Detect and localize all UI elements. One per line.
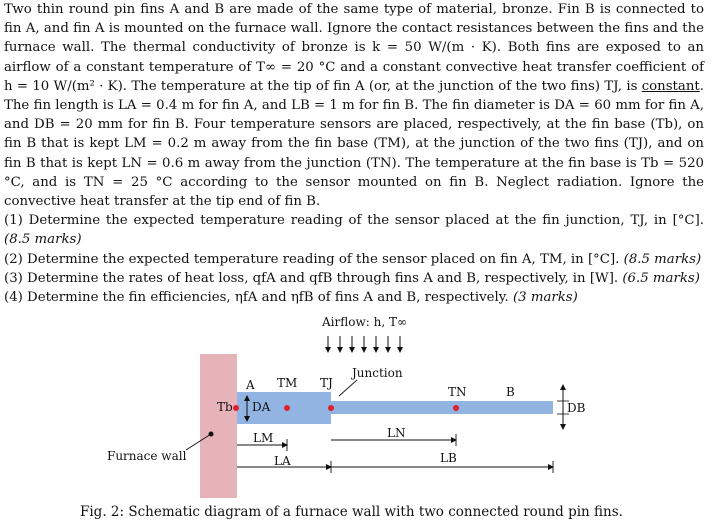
fin-a-label: A [246,378,255,392]
intro-part-1: Two thin round pin fins A and B are made of the same type of material, bronze. Fin B is connected to fin A, and fin A is mounted on the furnace wall. Ignore the contact resistances between the fins and the furnace wall. The thermal conductivity of bronze is k = 50 W/(m · K). Both fins are exposed to an airflow of a constant temperature of T∞ = 20 °C and a constant convective heat transfer coefficient of h = 10 W/(m² · K). The temperature at the tip of fin A (or, at the junction of the two fins) TJ, is [4,2,704,94]
question-1 [4,211,704,249]
ln-label: LN [387,426,406,440]
la-label: LA [274,454,291,468]
question-2-marks: (8.5 marks) [623,251,702,267]
question-4-text: (4) Determine the fin efficiencies, ηfA and ηfB of fins A and B, respectively. [4,290,509,306]
question-3-marks: (6.5 marks) [622,270,700,286]
airflow-arrows [328,336,400,352]
question-3 [4,269,704,288]
tn-label: TN [448,385,467,399]
problem-statement [4,0,704,307]
fin-b-label: B [506,385,515,399]
question-2-text: (2) Determine the expected temperature reading of the sensor placed on fin A, TM, in [°C]. [4,251,620,267]
sensor-tj [328,405,334,411]
intro-underlined-word: constant [641,78,700,94]
lb-label: LB [440,451,457,465]
junction-label: Junction [352,366,403,380]
junction-pointer [339,380,357,396]
intro-part-2: . The fin length is LA = 0.4 m for fin A, and LB = 1 m for fin B. The fin diameter is DA = 60 mm for fin A, and DB = 20 mm for fin B. Four temperature sensors are placed, respectively, at the fin base (Tb), on fin B that is kept LM = 0.2 m away from the fin base (TM), at the junction of the two fins (TJ), and on fin B that is kept LN = 0.6 m away from the junction (TN). The temperature at the fin base is Tb = 520 °C, and is TN = 25 °C according to the sensor mounted on fin B. Neglect radiation. Ignore the convective heat transfer at the tip end of fin B. [4,78,704,210]
airflow-label: Airflow: h, T∞ [322,315,407,329]
tb-label: Tb [217,400,233,414]
schematic-diagram [0,310,713,500]
tm-label: TM [277,376,298,390]
tj-label: TJ [320,376,333,390]
figure-caption: Fig. 2: Schematic diagram of a furnace wall with two connected round pin fins. [80,504,623,520]
fin-b [331,401,553,414]
sensor-tm [284,405,290,411]
question-4 [4,288,704,307]
sensor-tn [453,405,459,411]
lm-label: LM [253,431,274,445]
sensor-tb [233,405,239,411]
question-3-text: (3) Determine the rates of heat loss, qfA and qfB through fins A and B, respectively, in [W]. [4,270,619,286]
furnace-wall-label: Furnace wall [107,449,187,463]
schematic-figure [0,310,713,527]
question-2 [4,250,704,269]
problem-intro [4,0,704,211]
db-arrow-bottom [560,424,566,430]
furnace-wall [200,354,237,498]
question-4-marks: (3 marks) [512,290,578,306]
db-arrow-top [560,384,566,390]
question-1-marks: (8.5 marks) [4,232,82,248]
db-label: DB [567,401,586,415]
question-1-text: (1) Determine the expected temperature reading of the sensor placed at the fin junction, TJ, in [°C]. [4,213,704,229]
da-label: DA [252,400,271,414]
